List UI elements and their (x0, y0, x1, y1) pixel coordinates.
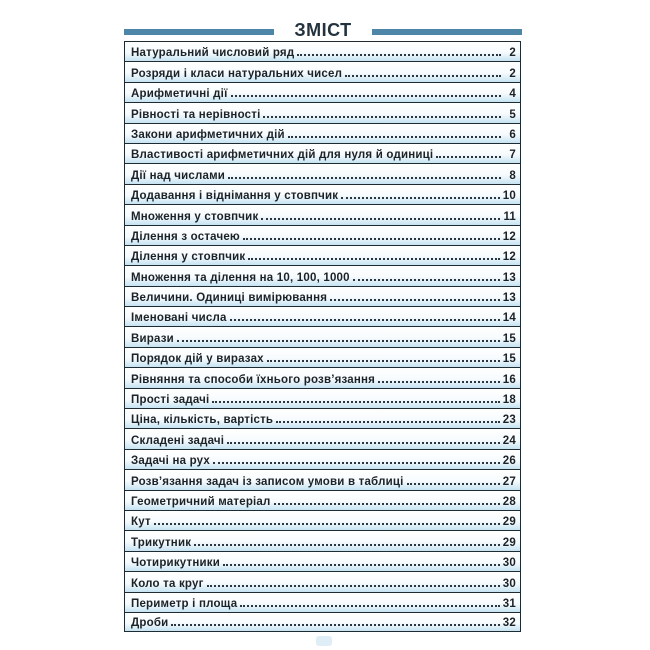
toc-entry[interactable] (124, 245, 521, 265)
toc-entry-title: Іменовані числа (131, 312, 227, 325)
toc-entry[interactable] (124, 286, 521, 306)
dot-leader (231, 95, 501, 97)
dot-leader (240, 605, 499, 607)
toc-entry[interactable] (124, 469, 521, 489)
toc-entry-page: 8 (509, 169, 516, 182)
toc-entry-page: 27 (502, 475, 516, 488)
dot-leader (230, 319, 500, 321)
toc-entry-page: 23 (502, 414, 516, 427)
toc-entry-title: Ділення у стовпчик (131, 251, 246, 264)
dot-leader (228, 177, 501, 179)
toc-entry-title: Вирази (131, 332, 174, 345)
toc-entry-page: 30 (502, 577, 516, 590)
dot-leader (177, 340, 500, 342)
toc-entry-page: 13 (502, 271, 516, 284)
toc-entry-page: 12 (502, 251, 516, 264)
toc-entry-page: 32 (502, 617, 516, 630)
dot-leader (207, 585, 500, 587)
toc-entry[interactable] (124, 347, 521, 367)
dot-leader (353, 279, 500, 281)
dot-leader (243, 238, 500, 240)
toc-entry-title: Складені задачі (131, 434, 225, 447)
toc-entry[interactable] (124, 204, 521, 224)
toc-entry-title: Прості задачі (131, 394, 210, 407)
table-of-contents (124, 41, 521, 632)
toc-entry-page: 14 (502, 312, 516, 325)
dot-leader (341, 197, 500, 199)
toc-entry-page: 4 (509, 88, 516, 101)
dot-leader (227, 442, 500, 444)
dot-leader (274, 503, 500, 505)
toc-entry[interactable] (124, 123, 521, 143)
toc-entry-title: Рівності та нерівності (131, 108, 261, 121)
toc-entry-page: 2 (509, 67, 516, 80)
dot-leader (154, 523, 500, 525)
toc-entry[interactable] (124, 367, 521, 387)
toc-entry-title: Трикутник (131, 536, 192, 549)
toc-entry[interactable] (124, 530, 521, 550)
toc-entry-page: 2 (509, 47, 516, 60)
dot-leader (261, 218, 500, 220)
toc-entry[interactable] (124, 551, 521, 571)
toc-entry-page: 15 (502, 332, 516, 345)
toc-entry-title: Рівняння та способи їхнього розв’язання (131, 373, 376, 386)
toc-entry-page: 31 (502, 597, 516, 610)
dot-leader (212, 401, 499, 403)
toc-entry-title: Порядок дій у виразах (131, 353, 264, 366)
toc-header (124, 18, 522, 42)
dot-leader (330, 299, 500, 301)
toc-entry-title: Арифметичні дії (131, 88, 228, 101)
toc-entry-title: Задачі на рух (131, 455, 211, 468)
toc-entry-page: 26 (502, 455, 516, 468)
toc-entry-title: Чотирикутники (131, 557, 220, 570)
toc-entry[interactable] (124, 61, 521, 81)
toc-entry-title: Натуральний числовий ряд (131, 47, 295, 60)
toc-entry[interactable] (124, 612, 521, 632)
toc-entry[interactable] (124, 306, 521, 326)
toc-entry-title: Величини. Одиниці вимірювання (131, 292, 328, 305)
toc-entry[interactable] (124, 265, 521, 285)
toc-entry[interactable] (124, 490, 521, 510)
toc-entry-page: 15 (502, 353, 516, 366)
dot-leader (194, 544, 500, 546)
toc-entry-page: 13 (502, 292, 516, 305)
toc-entry-title: Множення та ділення на 10, 100, 1000 (131, 271, 350, 284)
toc-entry-title: Множення у стовпчик (131, 210, 259, 223)
toc-entry-page: 29 (502, 516, 516, 529)
dot-leader (276, 421, 500, 423)
dot-leader (288, 136, 501, 138)
dot-leader (248, 258, 499, 260)
header-bar-left (124, 29, 274, 35)
toc-entry-page: 7 (509, 149, 516, 162)
toc-entry-page: 12 (502, 230, 516, 243)
dot-leader (378, 381, 500, 383)
dot-leader (213, 462, 500, 464)
toc-entry-title: Розв’язання задач із записом умови в таблиці (131, 475, 404, 488)
toc-entry-page: 28 (502, 495, 516, 508)
toc-entry-page: 24 (502, 434, 516, 447)
toc-entry-page: 16 (502, 373, 516, 386)
dot-leader (171, 624, 499, 626)
toc-entry[interactable] (124, 428, 521, 448)
toc-entry-title: Кут (131, 516, 151, 529)
header-bar-right (372, 29, 522, 35)
toc-entry-page: 5 (509, 108, 516, 121)
dot-leader (345, 75, 501, 77)
dot-leader (436, 156, 501, 158)
toc-entry[interactable] (124, 102, 521, 122)
toc-entry-page: 29 (502, 536, 516, 549)
dot-leader (223, 564, 500, 566)
toc-entry-title: Дроби (131, 617, 169, 630)
toc-entry-title: Дії над числами (131, 169, 226, 182)
dot-leader (297, 54, 501, 56)
toc-entry[interactable] (124, 184, 521, 204)
toc-entry-title: Ціна, кількість, вартість (131, 414, 274, 427)
toc-entry[interactable] (124, 408, 521, 428)
toc-entry[interactable] (124, 449, 521, 469)
toc-entry[interactable] (124, 41, 521, 61)
toc-entry-page: 10 (502, 190, 516, 203)
toc-entry-title: Геометричний матеріал (131, 495, 271, 508)
footer-mark (316, 636, 332, 646)
dot-leader (263, 116, 501, 118)
toc-entry[interactable] (124, 326, 521, 346)
toc-entry-title: Розряди і класи натуральних чисел (131, 67, 343, 80)
toc-entry-title: Закони арифметичних дій (131, 128, 285, 141)
toc-entry-title: Додавання і віднімання у стовпчик (131, 190, 339, 203)
toc-entry-title: Коло та круг (131, 577, 204, 590)
toc-entry-page: 30 (502, 557, 516, 570)
toc-entry[interactable] (124, 592, 521, 612)
dot-leader (267, 360, 500, 362)
toc-entry-page: 6 (509, 128, 516, 141)
toc-entry-title: Периметр і площа (131, 597, 238, 610)
toc-entry[interactable] (124, 163, 521, 183)
toc-entry[interactable] (124, 510, 521, 530)
toc-entry[interactable] (124, 571, 521, 591)
dot-leader (407, 483, 500, 485)
toc-entry-title: Ділення з остачею (131, 230, 240, 243)
page-title: ЗМІСТ (294, 20, 352, 40)
toc-entry[interactable] (124, 388, 521, 408)
toc-entry-page: 11 (503, 210, 516, 223)
toc-entry[interactable] (124, 225, 521, 245)
toc-entry[interactable] (124, 143, 521, 163)
toc-entry-title: Властивості арифметичних дій для нуля й одиниці (131, 149, 434, 162)
toc-entry-page: 18 (502, 394, 516, 407)
toc-entry[interactable] (124, 82, 521, 102)
